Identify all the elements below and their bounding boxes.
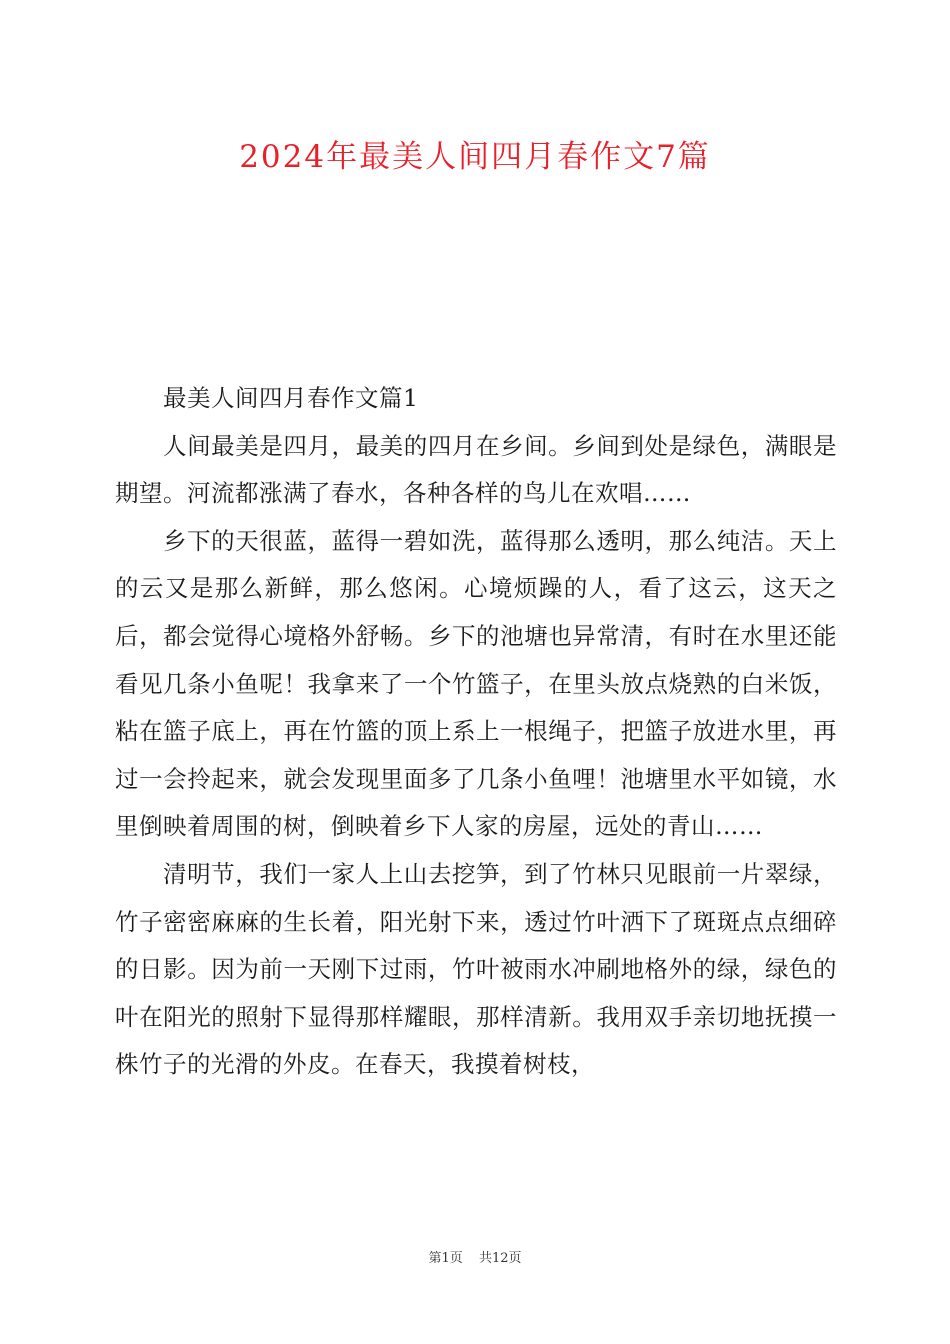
page-total: 共12页	[478, 1251, 522, 1266]
section-heading: 最美人间四月春作文篇1	[163, 384, 419, 412]
paragraph-1: 人间最美是四月，最美的四月在乡间。乡间到处是绿色，满眼是期望。河流都涨满了春水，各种各样的鸟儿在欢唱……	[115, 431, 837, 508]
page-footer	[0, 1247, 950, 1266]
document-title: 2024年最美人间四月春作文7篇	[239, 139, 711, 175]
paragraph-3: 清明节，我们一家人上山去挖笋，到了竹林只见眼前一片翠绿，竹子密密麻麻的生长着，阳光射下来，透过竹叶洒下了斑斑点点细碎的日影。因为前一天刚下过雨，竹叶被雨水冲刷地格外的绿，绿色的叶在阳光的照射下显得那样耀眼，那样清新。我用双手亲切地抚摸一株竹子的光滑的外皮。在春天，我摸着树枝，	[115, 859, 837, 1079]
page-number: 第1页	[428, 1251, 463, 1266]
paragraph-2: 乡下的天很蓝，蓝得一碧如洗，蓝得那么透明，那么纯洁。天上的云又是那么新鲜，那么悠闲。心境烦躁的人，看了这云，这天之后，都会觉得心境格外舒畅。乡下的池塘也异常清，有时在水里还能看见几条小鱼呢！我拿来了一个竹篮子，在里头放点烧熟的白米饭，粘在篮子底上，再在竹篮的顶上系上一根绳子，把篮子放进水里，再过一会拎起来，就会发现里面多了几条小鱼哩！池塘里水平如镜，水里倒映着周围的树，倒映着乡下人家的房屋，远处的青山……	[115, 526, 837, 841]
document-body	[115, 375, 837, 1089]
